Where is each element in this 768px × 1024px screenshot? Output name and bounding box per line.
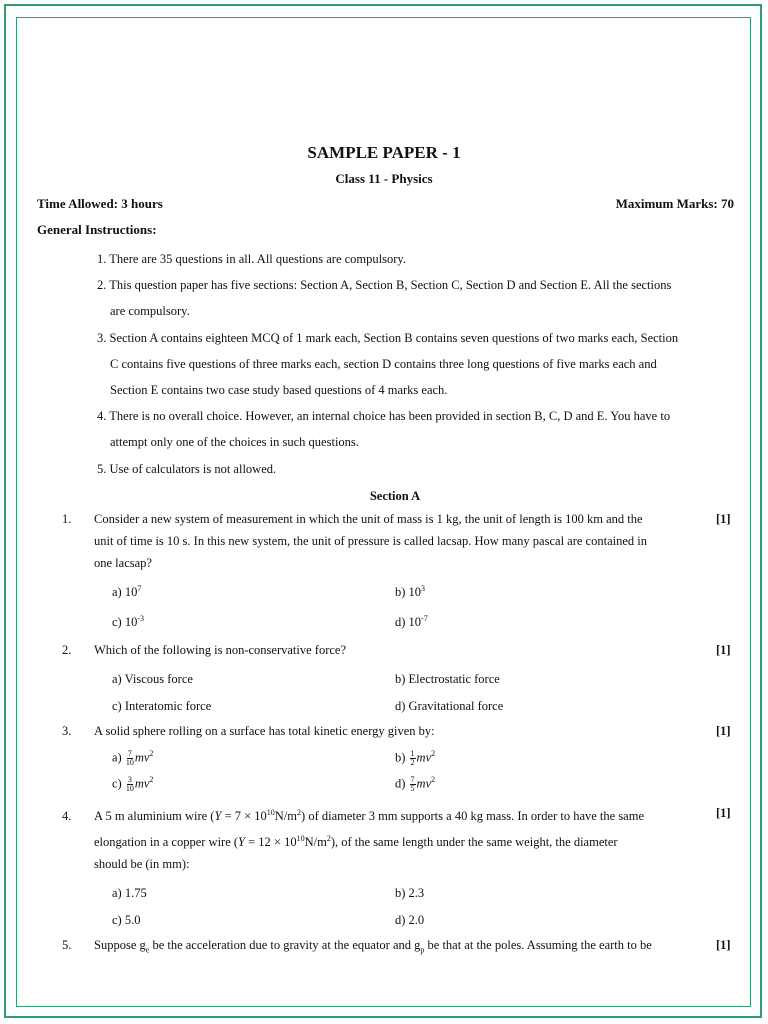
text: = 7 × 10 [221,809,267,823]
fraction-denominator: 2 [410,758,415,767]
text: elongation in a copper wire ( [94,835,239,849]
question-1-marks: [1] [716,512,731,526]
option-label: d) [395,776,406,791]
instruction-5: 5. Use of calculators is not allowed. [97,462,277,476]
text: ) of diameter 3 mm supports a 40 kg mass. In order to have the same [301,809,644,823]
q1-option-c [112,615,144,630]
question-2-marks: [1] [716,643,731,657]
text: ), of the same length under the same weight, the diameter [330,835,618,849]
q3-option-a [112,750,153,767]
q2-option-d: d) Gravitational force [395,699,504,713]
exponent: 2 [431,749,436,759]
expression: mv [416,750,432,765]
exponent: 2 [297,807,302,817]
instruction-3-cont-2: Section E contains two case study based questions of 4 marks each. [110,383,448,397]
fraction-numerator: 1 [410,749,415,758]
question-3-text: A solid sphere rolling on a surface has total kinetic energy given by: [94,724,435,738]
option-base: 10 [408,615,422,629]
instruction-3-cont-1: C contains five questions of three marks each, section D contains three long questions of five marks each and [110,357,657,371]
option-exponent: -3 [137,613,145,623]
instructions-heading: General Instructions: [37,222,157,237]
option-exponent: 3 [421,583,426,593]
instruction-2: 2. This question paper has five sections: Section A, Section B, Section C, Section D and Section E. All the sections [97,278,672,292]
fraction-numerator: 7 [410,775,415,784]
unit: N/m [304,835,327,849]
question-1-line-3: one lacsap? [94,556,152,570]
option-label: a) [112,750,122,765]
q1-option-d [395,615,428,630]
question-2-text: Which of the following is non-conservative force? [94,643,346,657]
option-base: 10 [408,585,422,599]
q2-option-c: c) Interatomic force [112,699,212,713]
time-allowed: Time Allowed: 3 hours [37,196,163,211]
q4-option-c: c) 5.0 [112,913,141,927]
q3-option-b [395,750,435,767]
question-1-line-1: Consider a new system of measurement in which the unit of mass is 1 kg, the unit of length is 100 km and the [94,512,643,526]
exponent: 2 [431,775,436,785]
fraction [126,776,134,793]
instruction-2-cont: are compulsory. [110,304,190,318]
option-exponent: -7 [421,613,428,623]
text: be that at the poles. Assuming the earth to be [424,938,652,952]
question-3-number: 3. [62,724,72,738]
q4-option-d: d) 2.0 [395,913,425,927]
instruction-1: 1. There are 35 questions in all. All questions are compulsory. [97,252,406,266]
q1-option-a [112,585,141,600]
question-4-line-2 [94,835,618,850]
exponent: 2 [149,775,154,785]
q2-option-a: a) Viscous force [112,672,193,686]
unit: N/m [274,809,298,823]
q3-option-d [395,776,435,793]
option-label: d) [395,615,406,629]
question-3-marks: [1] [716,724,731,738]
exponent: 10 [296,833,305,843]
option-label: c) [112,776,122,791]
fraction-denominator: 5 [410,784,415,793]
text: Suppose g [94,938,146,952]
symbol-y: Y [238,835,245,849]
option-label: a) [112,585,122,599]
fraction-denominator: 10 [125,758,134,767]
subscript: p [420,945,425,955]
fraction-denominator: 10 [125,784,134,793]
q1-option-b [395,585,425,600]
question-1-line-2: unit of time is 10 s. In this new system, the unit of pressure is called lacsap. How many pascal are contained in [94,534,647,548]
exponent: 2 [326,833,331,843]
text: A 5 m aluminium wire ( [94,809,215,823]
exponent: 10 [266,807,275,817]
question-4-line-1 [94,809,644,824]
question-4-number: 4. [62,809,72,823]
question-4-line-3: should be (in mm): [94,857,190,871]
q4-option-a: a) 1.75 [112,886,147,900]
option-base: 10 [124,585,138,599]
instruction-4-cont: attempt only one of the choices in such questions. [110,435,359,449]
fraction-numerator: 3 [127,775,132,784]
option-label: b) [395,750,406,765]
fraction [410,750,416,767]
question-5-text [94,938,652,953]
expression: mv [416,776,432,791]
paper-title: SAMPLE PAPER - 1 [307,143,461,162]
symbol-y: Y [214,809,222,823]
instruction-3: 3. Section A contains eighteen MCQ of 1 mark each, Section B contains seven questions of two marks each, Section [97,331,679,345]
instruction-4: 4. There is no overall choice. However, an internal choice has been provided in section B, C, D and E. You have to [97,409,671,423]
question-2-number: 2. [62,643,72,657]
option-exponent: 7 [137,583,142,593]
maximum-marks: Maximum Marks: 70 [615,196,734,211]
q3-option-c [112,776,153,793]
subscript: e [145,945,150,955]
question-5-number: 5. [62,938,72,952]
text: = 12 × 10 [245,835,297,849]
option-base: 10 [124,615,138,629]
fraction [126,750,134,767]
paper-subtitle: Class 11 - Physics [335,171,433,186]
section-a-heading: Section A [369,489,421,503]
exponent: 2 [149,749,154,759]
question-4-marks: [1] [716,806,731,820]
q2-option-b: b) Electrostatic force [395,672,500,686]
question-1-number: 1. [62,512,72,526]
fraction [410,776,416,793]
option-label: b) [395,585,406,599]
option-label: c) [112,615,122,629]
question-5-marks: [1] [716,938,731,952]
q4-option-b: b) 2.3 [395,886,425,900]
expression: mv [134,750,150,765]
text: be the acceleration due to gravity at the equator and g [149,938,421,952]
expression: mv [134,776,150,791]
fraction-numerator: 7 [127,749,132,758]
